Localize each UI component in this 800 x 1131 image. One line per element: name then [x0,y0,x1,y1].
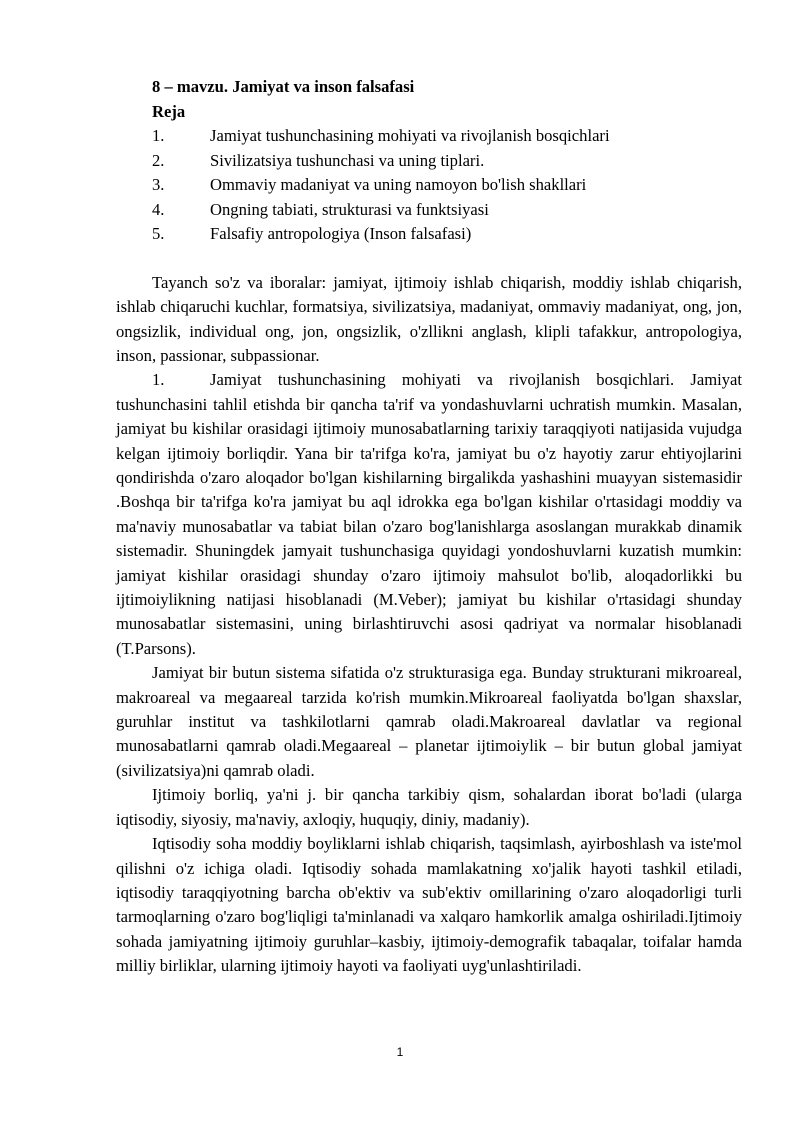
plan-list [116,124,742,246]
plan-item-text: Ongning tabiati, strukturasi va funktsiyasi [210,199,489,219]
section-1-paragraph [116,368,742,661]
section-1-text: Jamiyat tushunchasining mohiyati va rivojlanish bosqichlari. Jamiyat tushunchasini tahlil etishda bir qancha ta'rif va yondashuvlarni uchratish mumkin. Masalan, jamiyat bu kishilar orasidagi ijtimoiy munosabatlarning tarixiy taraqqiyoti natijasida vujudga kelgan ijtimoiy borliqdir. Yana bir ta'rifga ko'ra, jamiyat bu o'z hayotiy zarur ehtiyojlarini qondirishda o'zaro aloqador bo'lgan kishilarning birgalikda yashashini muayyan sistemasidir .Boshqa bir ta'rifga ko'ra jamiyat bu aql idrokka ega bo'lgan kishilar o'rtasidagi moddiy va ma'naviy munosabatlar va tabiat bilan o'zaro bog'lanishlarga asoslangan murakkab dinamik sistemadir. Shuningdek jamyait tushunchasiga quyidagi yondoshuvlarni kuzatish mumkin: jamiyat kishilar orasidagi shunday o'zaro ijtimoiy mahsulot bo'lib, aloqadorlikki bu ijtimoiylikning natijasi hisoblanadi (M.Veber); jamiyat bu kishilar o'rtasidagi shunday munosabatlar sistemasini, uning birlashtiruvchi asosi qadriyat va normalar hisoblanadi (T.Parsons). [116,370,742,658]
plan-item [116,173,742,197]
plan-heading: Reja [152,102,186,121]
section-1-number: 1. [152,370,165,390]
plan-item-text: Jamiyat tushunchasining mohiyati va rivojlanish bosqichlari [210,126,610,146]
plan-item-text: Falsafiy antropologiya (Inson falsafasi) [210,223,472,243]
plan-item-text: Sivilizatsiya tushunchasi va uning tiplari. [210,150,485,170]
page-title: 8 – mavzu. Jamiyat va inson falsafasi [152,77,415,96]
plan-item-number: 4. [152,199,165,219]
plan-item [116,124,742,148]
page-content [116,74,742,979]
keywords-paragraph: Tayanch so'z va iboralar: jamiyat, ijtimoiy ishlab chiqarish, moddiy ishlab chiqarish, ishlab chiqaruchi kuchlar, formatsiya, sivilizatsiya, madaniyat, ommaviy madaniyat, ong, jon, ongsizlik, individual ong, jon, ongsizlik, o'zllikni anglash, klipli tafakkur, antropologiya, inson, passionar, subpassionar. [116,272,742,365]
page-number: 1 [396,1045,404,1059]
structure-paragraph: Jamiyat bir butun sistema sifatida o'z strukturasiga ega. Bunday strukturani mikroareal, makroareal va megaareal tarzida ko'rish mumkin.Mikroareal faoliyatda bo'lgan shaxslar, guruhlar institut va tashkilotlarni qamrab oladi.Makroareal davlatlar va regional munosabatlarni qamrab oladi.Megaareal – planetar ijtimoiylik – bir butun global jamiyat (sivilizatsiya)ni qamrab oladi. [116,663,742,780]
plan-item-number: 5. [152,223,165,243]
plan-item [116,222,742,246]
spheres-paragraph: Ijtimoiy borliq, ya'ni j. bir qancha tarkibiy qism, sohalardan iborat bo'ladi (ularga iqtisodiy, siyosiy, ma'naviy, axloqiy, huquqiy, diniy, madaniy). [116,785,742,829]
blank-line [116,246,742,270]
plan-item [116,198,742,222]
plan-item-number: 3. [152,175,165,195]
plan-item-number: 1. [152,126,165,146]
plan-item-number: 2. [152,150,165,170]
economic-sphere-paragraph: Iqtisodiy soha moddiy boyliklarni ishlab chiqarish, taqsimlash, ayirboshlash va iste'mol qilishni o'z ichiga oladi. Iqtisodiy sohada mamlakatning xo'jalik hayoti tashkil etiladi, iqtisodiy taraqqiyotning barcha ob'ektiv va sub'ektiv omillarining o'zaro aloqadorligi turli tarmoqlarning o'zaro bog'liqligi ta'minlanadi va xalqaro hamkorlik amalga oshiriladi.Ijtimoiy sohada jamiyatning ijtimoiy guruhlar–kasbiy, ijtimoiy-demografik tabaqalar, toifalar hamda milliy birliklar, ularning ijtimoiy hayoti va faoliyati uyg'unlashtiriladi. [116,834,742,976]
plan-item [116,149,742,173]
plan-item-text: Ommaviy madaniyat va uning namoyon bo'lish shakllari [210,175,587,195]
